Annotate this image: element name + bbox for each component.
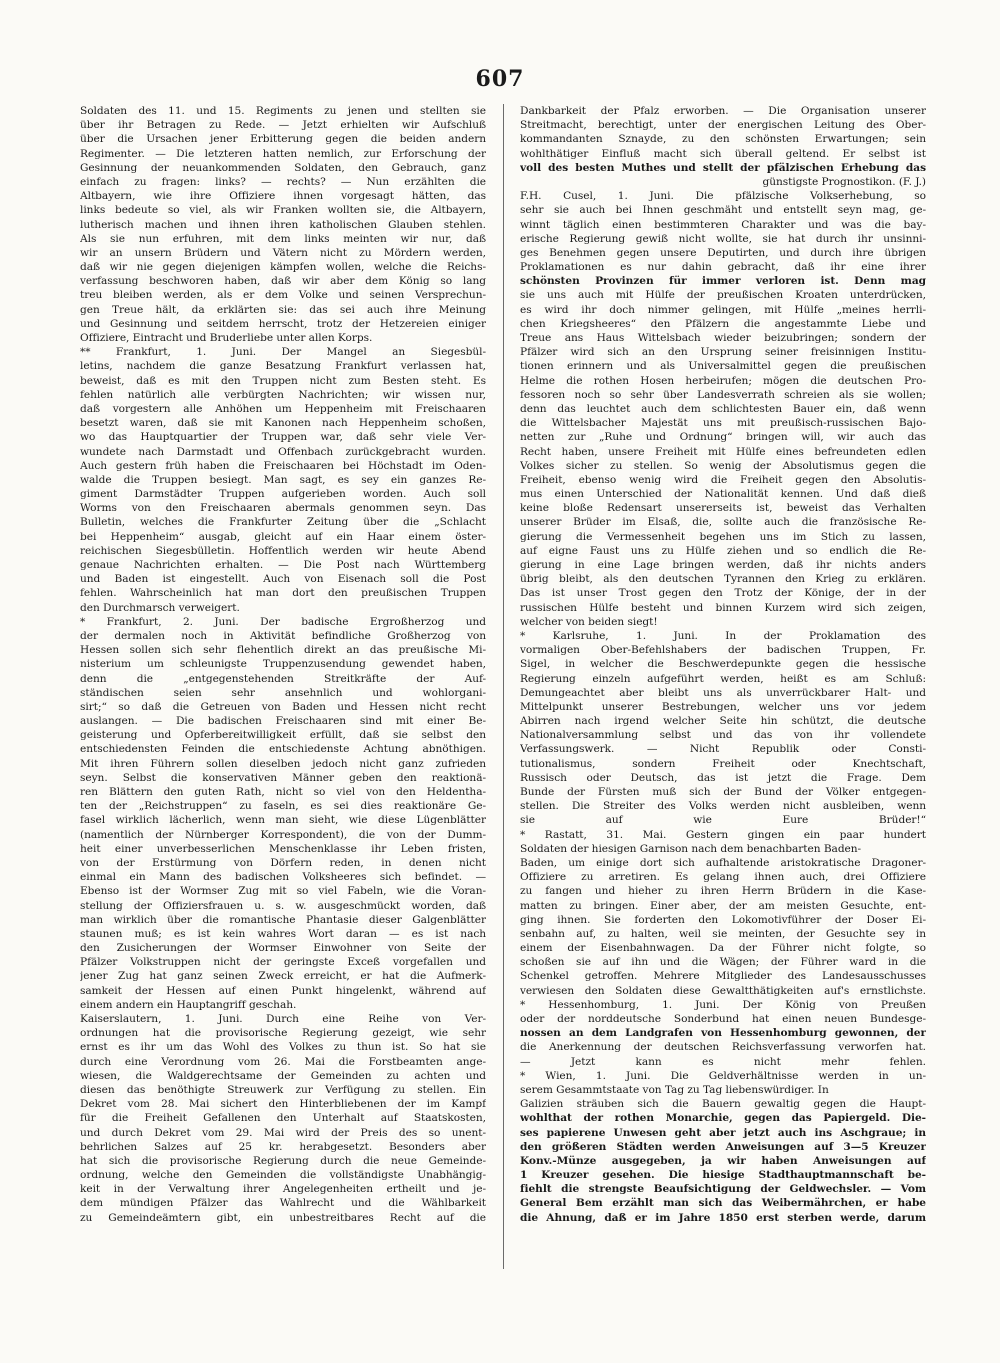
text-line: wiesen, die Waldgerechtsame der Gemeinden zu achten und	[80, 1069, 486, 1082]
text-line: Pfälzer wird sich an den Ursprung seiner freisinnigen Institu-	[520, 346, 926, 359]
text-line: matten zu bringen. Einer aber, der am meisten Gesuchte, ent-	[520, 899, 926, 912]
text-line: wundete nach Darmstadt und Offenbach zurückgebracht wurden.	[80, 445, 486, 458]
text-line: F.H. Cusel, 1. Juni. Die pfälzische Volkserhebung, so	[520, 190, 926, 203]
text-line: einem der Eisenbahnwagen. Da der Führer nicht folgte, so	[520, 942, 926, 955]
text-line: Dekret vom 28. Mai sichert den Hinterbliebenen der im Kampf	[80, 1098, 486, 1111]
text-line: Mit ihren Führern sollen dieselben jedoch nicht ganz zufrieden	[80, 757, 486, 770]
text-line: * Frankfurt, 2. Juni. Der badische Ergroßherzog und	[80, 615, 486, 628]
text-line: samkeit der Hessen auf einen Punkt hingelenkt, während auf	[80, 984, 486, 997]
text-line: von der Erstürmung von Dörfern reden, in denen nicht	[80, 856, 486, 869]
text-line: einmal ein Mann des badischen Volksheeres sich befindet. —	[80, 871, 486, 884]
text-line: reichischen Siegesbülletin. Hoffentlich werden wir heute Abend	[80, 544, 486, 557]
text-line: Konv.-Münze ausgegeben, ja wir haben Anweisungen auf	[520, 1154, 926, 1167]
text-line: wir an unsern Brüdern und Vätern nicht zu Mördern werden,	[80, 246, 486, 259]
text-line: behrlichen Salzes auf 25 kr. herabgesetzt. Besonders aber	[80, 1140, 486, 1153]
text-line: giment Darmstädter Truppen aufgerieben worden. Auch soll	[80, 488, 486, 501]
text-line: besetzt waren, daß sie mit Kanonen nach Heppenheim schoßen,	[80, 417, 486, 430]
text-line: Galizien sträuben sich die Bauern gewaltig gegen die Haupt-	[520, 1098, 926, 1111]
text-line: Pfälzer Volkstruppen nicht der geringste Exceß vorgefallen und	[80, 956, 486, 969]
text-line: beweist, daß es mit den Truppen nicht zum Besten steht. Es	[80, 374, 486, 387]
text-line: Sigel, in welcher die Beschwerdepunkte gegen die hessische	[520, 658, 926, 671]
text-line: treu bleiben werden, als er dem Volke und seinen Versprechun-	[80, 289, 486, 302]
text-line: links bedeute so viel, als wir Franken wollten sie, die Altbayern,	[80, 204, 486, 217]
text-line: winnt täglich einen bestimmteren Charakter und was die bay-	[520, 218, 926, 231]
text-line: * Rastatt, 31. Mai. Gestern gingen ein paar hundert	[520, 828, 926, 841]
text-line: walde die Truppen besiegt. Man sagt, es sey ein ganzes Re-	[80, 473, 486, 486]
text-line: russischen Hülfe besteht und binnen Kurzem wird sich zeigen,	[520, 601, 926, 614]
text-line: keine bloße Redensart unsererseits ist, beweist das Verhalten	[520, 502, 926, 515]
text-line: entschiedensten Feinden die entschiedenste Achtung abnöthigen.	[80, 743, 486, 756]
text-line: Offiziere, Eintracht und Bruderliebe unter allen Korps.	[80, 332, 373, 344]
text-line: den Durchmarsch verweigert.	[80, 601, 240, 614]
text-line: ges Benehmen gegen unsere Deputirten, und durch ihre übrigen	[520, 246, 926, 259]
text-line: netten zur „Ruhe und Ordnung“ bringen will, wir auch das	[520, 431, 926, 444]
text-line: Russisch oder Deutsch, das ist jetzt die Frage. Dem	[520, 771, 926, 784]
text-line: die Wittelsbacher Majestät uns mit preußisch-russischen Bajo-	[520, 417, 926, 430]
text-line: Worms von den Freischaaren abermals genommen seyn. Das	[80, 502, 486, 515]
text-line: die Anerkennung der deutschen Reichsverfassung verworfen hat.	[520, 1041, 926, 1054]
text-line: Baden, um einige dort sich aufhaltende aristokratische Dragoner-	[520, 856, 926, 869]
text-line: Streitmacht, berechtigt, unter der energischen Leitung des Ober-	[520, 119, 926, 132]
text-line: Mittelpunkt unserer Bestrebungen, welcher uns vor jedem	[520, 700, 926, 713]
text-line: staunen muß; es ist kein wahres Wort daran — es ist nach	[80, 927, 486, 940]
text-line: auf eigne Faust uns zu Hülfe ziehen und so endlich die Re-	[520, 544, 926, 557]
text-line: daß wir nie gegen diejenigen kämpfen wollen, welche die Reichs-	[80, 261, 486, 274]
text-line: fehlen. Wahrscheinlich hat man dort den preußischen Truppen	[80, 587, 486, 600]
text-line: gierung die Vermessenheit begehen uns im Stich zu lassen,	[520, 530, 926, 543]
text-line: ernst es ihr um das Wohl des Volkes zu thun ist. So hat sie	[80, 1041, 486, 1054]
text-line: Altbayern, wie ihre Offiziere ihnen vorgesagt hätten, das	[80, 190, 486, 203]
text-line: heit einer unverbesserlichen Menschenklasse ihr Leben fristen,	[80, 842, 486, 855]
text-line: fiehlt die strengste Beaufsichtigung der Geldwechsler. — Vom	[520, 1183, 926, 1196]
text-line: vormaligen Ober-Befehlshabers der badischen Truppen, Fr.	[520, 644, 926, 657]
text-line: Bulletin, welches die Frankfurter Zeitung über die „Schlacht	[80, 516, 486, 529]
text-line: Nationalversammlung selbst und das von ihr vollendete	[520, 729, 926, 742]
text-line: denn das leuchtet auch dem schlichtesten Bauer ein, daß wenn	[520, 402, 926, 415]
text-line: sie uns auch mit Hülfe der preußischen Kroaten unterdrücken,	[520, 289, 926, 302]
text-line: es wird ihr doch nimmer gelingen, mit Hülfe „meines herrli-	[520, 303, 926, 316]
text-line: kommandanten Sznayde, zu den schönsten Erwartungen; sein	[520, 133, 926, 146]
text-line: man wirklich über die romantische Phantasie dieser Galgenblätter	[80, 913, 486, 926]
text-line: ren Blättern den guten Rath, nicht so viel von den Heldentha-	[80, 786, 486, 798]
text-line: über die Ursachen jener Erbitterung gegen die beiden andern	[80, 133, 486, 146]
text-line: erische Regierung gewiß nicht wollte, sie hat durch ihr unsinni-	[520, 232, 926, 245]
text-line: Volkes sicher zu stellen. So wenig der Absolutismus gegen die	[520, 459, 926, 472]
text-line: ** Frankfurt, 1. Juni. Der Mangel an Siegesbül-	[80, 346, 486, 359]
text-line: senbahn auf, zu halten, weil sie meinten, der Gesuchte sey in	[520, 927, 926, 940]
text-line: * Karlsruhe, 1. Juni. In der Proklamation des	[520, 629, 926, 642]
text-line: Treue ans Haus Wittelsbach wieder beizubringen; sondern der	[520, 332, 926, 344]
text-line: Als sie nun erfuhren, mit dem links meinten wir nur, daß	[80, 232, 486, 245]
text-line: daß vorgestern alle Anhöhen um Heppenheim mit Freischaaren	[80, 402, 486, 415]
text-line: 1 Kreuzer gesehen. Die hiesige Stadthauptmannschaft be-	[520, 1169, 926, 1182]
text-line: nossen an dem Landgrafen von Hessenhomburg gewonnen, der	[520, 1027, 926, 1040]
text-line: Helme die rothen Hosen herbeirufen; mögen die deutschen Pro-	[520, 374, 926, 387]
text-line: günstigste Prognostikon. (F. J.)	[762, 175, 926, 188]
text-line: und Baden ist eingestellt. Auch von Eisenach soll die Post	[80, 573, 486, 586]
text-line: gierung in eine Lage bringen werden, daß ihr nichts anders	[520, 559, 926, 571]
text-line: gen Treue hält, da erklärten sie: das sei auch ihre Meinung	[80, 303, 486, 316]
text-line: serem Gesammtstaate von Tag zu Tag liebenswürdiger. In	[520, 1083, 829, 1096]
text-line: Abirren nach irgend welcher Seite hin schützt, die deutsche	[520, 715, 926, 728]
text-line: welcher von beiden siegt!	[520, 615, 658, 628]
text-line: wohlthätiger Einfluß macht sich überall geltend. Er selbst ist	[520, 147, 926, 160]
text-line: durch eine Verordnung vom 26. Mai die Forstbeamten ange-	[80, 1055, 486, 1068]
text-line: Bunde der Fürsten muß sich der Bund der Völker entgegen-	[520, 786, 926, 798]
text-line: oder der norddeutsche Sonderbund hat einen neuen Bundesge-	[520, 1013, 926, 1025]
text-line: ständischen seien sehr ansehnlich und wohlorgani-	[80, 686, 486, 699]
page-number: 607	[475, 66, 525, 92]
text-line: hat sich die provisorische Regierung durch die neue Gemeinde-	[80, 1154, 486, 1167]
text-line: Soldaten des 11. und 15. Regiments zu jenen und stellten sie	[80, 105, 486, 117]
text-line: Proklamationen es nur dahin gebracht, daß ihr eine ihrer	[520, 261, 926, 274]
text-line: geisterung und Opferbereitwilligkeit erfüllt, daß sie selbst den	[80, 729, 486, 742]
text-line: bei Heppenheim“ ausgab, gleicht auf ein Haar einem öster-	[80, 530, 486, 543]
text-line: keit in der Verwaltung ihrer Angelegenheiten ertheilt und je-	[80, 1183, 486, 1196]
text-line: den größeren Städten werden Anweisungen auf 3—5 Kreuzer	[520, 1140, 926, 1153]
text-line: über ihr Betragen zu Rede. — Jetzt erhielten wir Aufschluß	[80, 119, 486, 132]
text-line: nisterium um schleunigste Truppenzusendung gewendet haben,	[80, 658, 486, 671]
text-line: verwiesen den Soldaten diese Gewaltthätigkeiten auf's ernstlichste.	[520, 984, 926, 997]
text-line: ten der „Reichstruppen“ zu faseln, es sei dies reaktionäre Ge-	[80, 800, 486, 813]
text-line: sie auf wie Eure Brüder!“	[520, 814, 926, 827]
text-line: ordnung, welche den Gemeinden die vollständigste Unabhängig-	[80, 1169, 486, 1182]
text-line: General Bem erzählt man sich das Weibermährchen, er habe	[520, 1197, 926, 1210]
text-line: wohlthat der rothen Monarchie, gegen das Papiergeld. Die-	[520, 1112, 926, 1125]
column-divider	[503, 104, 504, 1269]
text-line: Ebenso ist der Wormser Zug mit so viel Fabeln, wie die Voran-	[80, 885, 486, 898]
text-line: unserer Brüder im Elsaß, die, sollte auch die französische Re-	[520, 516, 926, 529]
text-line: zu fangen und hieher zu ihren Herrn Brüdern in die Kase-	[520, 885, 926, 898]
text-line: fehlen natürlich alle verbürgten Nachrichten; wir wissen nur,	[80, 388, 486, 401]
text-line: Freiheit, ebenso wenig wird die Freiheit gegen den Absolutis-	[520, 473, 926, 486]
text-line: ging ihnen. Sie forderten den Lokomotivführer der Doser Ei-	[520, 913, 926, 926]
text-line: für die Freiheit Gefallenen den Unterhalt auf Staatskosten,	[80, 1112, 486, 1125]
text-line: * Hessenhomburg, 1. Juni. Der König von Preußen	[520, 998, 926, 1011]
text-line: einem andern ein Hauptangriff geschah.	[80, 998, 297, 1011]
text-line: jener Zug hat ganz seinen Zweck erreicht, er hat die Aufmerk-	[80, 970, 486, 983]
text-line: schönsten Provinzen für immer verloren ist. Denn mag	[520, 275, 926, 288]
text-line: schoßen sie auf ihn und die Wägen; der Führer ward in die	[520, 956, 926, 969]
text-line: mus einen Unterschied der Nationalität kennen. Und daß dieß	[520, 488, 926, 501]
text-line: * Wien, 1. Juni. Die Geldverhältnisse werden in un-	[520, 1069, 926, 1082]
text-line: Demungeachtet aber bleibt uns als unverrückbarer Halt- und	[520, 686, 926, 699]
text-line: Hessen sollen sich sehr flehentlich direkt an das preußische Mi-	[80, 644, 486, 657]
text-line: verfassung beschworen haben, daß wir aber dem König so lang	[80, 275, 486, 288]
text-line: Kaiserslautern, 1. Juni. Durch eine Reihe von Ver-	[80, 1013, 486, 1025]
text-line: zu Gemeindeämtern gibt, ein unbestreitbares Recht auf die	[80, 1211, 486, 1224]
text-line: chen Kriegsheeres“ den Pfälzern die angestammte Liebe und	[520, 317, 926, 330]
text-line: tutionalismus, sondern Freiheit oder Knechtschaft,	[520, 757, 926, 770]
text-line: Dankbarkeit der Pfalz erworben. — Die Organisation unserer	[520, 105, 926, 117]
text-line: Offiziere zu arretiren. Es gelang ihnen auch, drei Offiziere	[520, 871, 926, 884]
text-line: voll des besten Muthes und stellt der pfälzischen Erhebung das	[520, 161, 926, 174]
text-line: letins, nachdem die ganze Besatzung Frankfurt verlassen hat,	[80, 360, 486, 373]
text-line: genaue Nachrichten erhalten. — Die Post nach Württemberg	[80, 559, 486, 571]
text-line: Auch gestern früh haben die Freischaaren bei Höchstadt im Oden-	[80, 459, 486, 472]
text-line: Gesinnung der neuankommenden Soldaten, den Gebrauch, ganz	[80, 161, 486, 174]
text-line: fasel wirklich lächerlich, wenn man sieht, wie diese Lügenblätter	[80, 814, 486, 827]
text-line: (namentlich der Nürnberger Korrespondent), die von der Dumm-	[80, 828, 486, 841]
text-line: Verfassungswerk. — Nicht Republik oder Consti-	[520, 743, 926, 756]
text-line: lutherisch machen und ihnen ihren katholischen Glauben stehlen.	[80, 218, 486, 231]
text-line: denn die „entgegenstehenden Streitkräfte der Auf-	[80, 672, 486, 685]
text-line: fessoren noch so sehr über Landesverrath schreien als sie wollen;	[520, 388, 926, 401]
text-line: Regimenter. — Die letzteren hatten nemlich, zur Erforschung der	[80, 147, 486, 160]
text-line: wo das Hauptquartier der Truppen war, daß sehr viele Ver-	[80, 431, 486, 444]
text-line: den Zusicherungen der Wormser Einwohner von Seite der	[80, 942, 486, 955]
text-line: Recht haben, unsere Freiheit mit Hülfe eines befreundeten edlen	[520, 445, 926, 458]
text-line: und durch Dekret vom 29. Mai wird der Preis des so unent-	[80, 1126, 486, 1139]
text-line: Soldaten der hiesigen Garnison nach dem benachbarten Baden-	[520, 842, 862, 855]
text-line: ses papierene Unwesen geht aber jetzt auch ins Aschgraue; in	[520, 1126, 926, 1139]
text-line: sehr sie auch bei Ihnen geschmäht und entstellt seyn mag, ge-	[520, 204, 926, 217]
text-line: ordnungen hat die provisorische Regierung gezeigt, wie sehr	[80, 1027, 486, 1040]
text-line: Regierung einzeln aufgeführt werden, heißt es am Schluß:	[520, 672, 926, 685]
right-column	[520, 104, 926, 1284]
text-line: stellen. Die Streiter des Volks werden nicht ausbleiben, wenn	[520, 800, 926, 813]
text-line: übrig bleibt, als den deutschen Tyrannen den Krieg zu erklären.	[520, 573, 926, 586]
text-line: die Ahnung, daß er im Jahre 1850 erst sterben werde, darum	[520, 1211, 926, 1224]
text-line: diesen das benöthigte Streuwerk zur Verfügung zu stellen. Ein	[80, 1083, 486, 1096]
text-line: Schenkel getroffen. Mehrere Mitglieder des Landesausschusses	[520, 970, 926, 983]
text-line: tionen erinnern und als Universalmittel gegen die preußischen	[520, 360, 926, 373]
text-line: seyn. Selbst die konservativen Männer geben den reaktionä-	[80, 771, 486, 784]
text-line: — Jetzt kann es nicht mehr fehlen.	[520, 1055, 926, 1068]
text-line: der dermalen noch in Aktivität befindliche Großherzog von	[80, 629, 486, 642]
text-line: sirt;“ so daß die Getreuen von Baden und Hessen nicht recht	[80, 700, 486, 713]
text-line: Das ist unser Trost gegen den Trotz der Könige, der in der	[520, 587, 926, 600]
text-line: dem mündigen Pfälzer das Wahlrecht und die Wählbarkeit	[80, 1197, 486, 1210]
text-line: stellung der Offiziersfrauen u. s. w. ausgeschmückt worden, daß	[80, 899, 486, 912]
text-line: auslangen. — Die badischen Freischaaren sind mit einer Be-	[80, 715, 486, 728]
text-line: einfach zu fragen: links? — rechts? — Nun erzählten die	[80, 175, 486, 188]
text-line: und Gesinnung und seitdem herrscht, trotz der Hetzereien einiger	[80, 317, 486, 330]
left-column	[80, 104, 486, 1284]
